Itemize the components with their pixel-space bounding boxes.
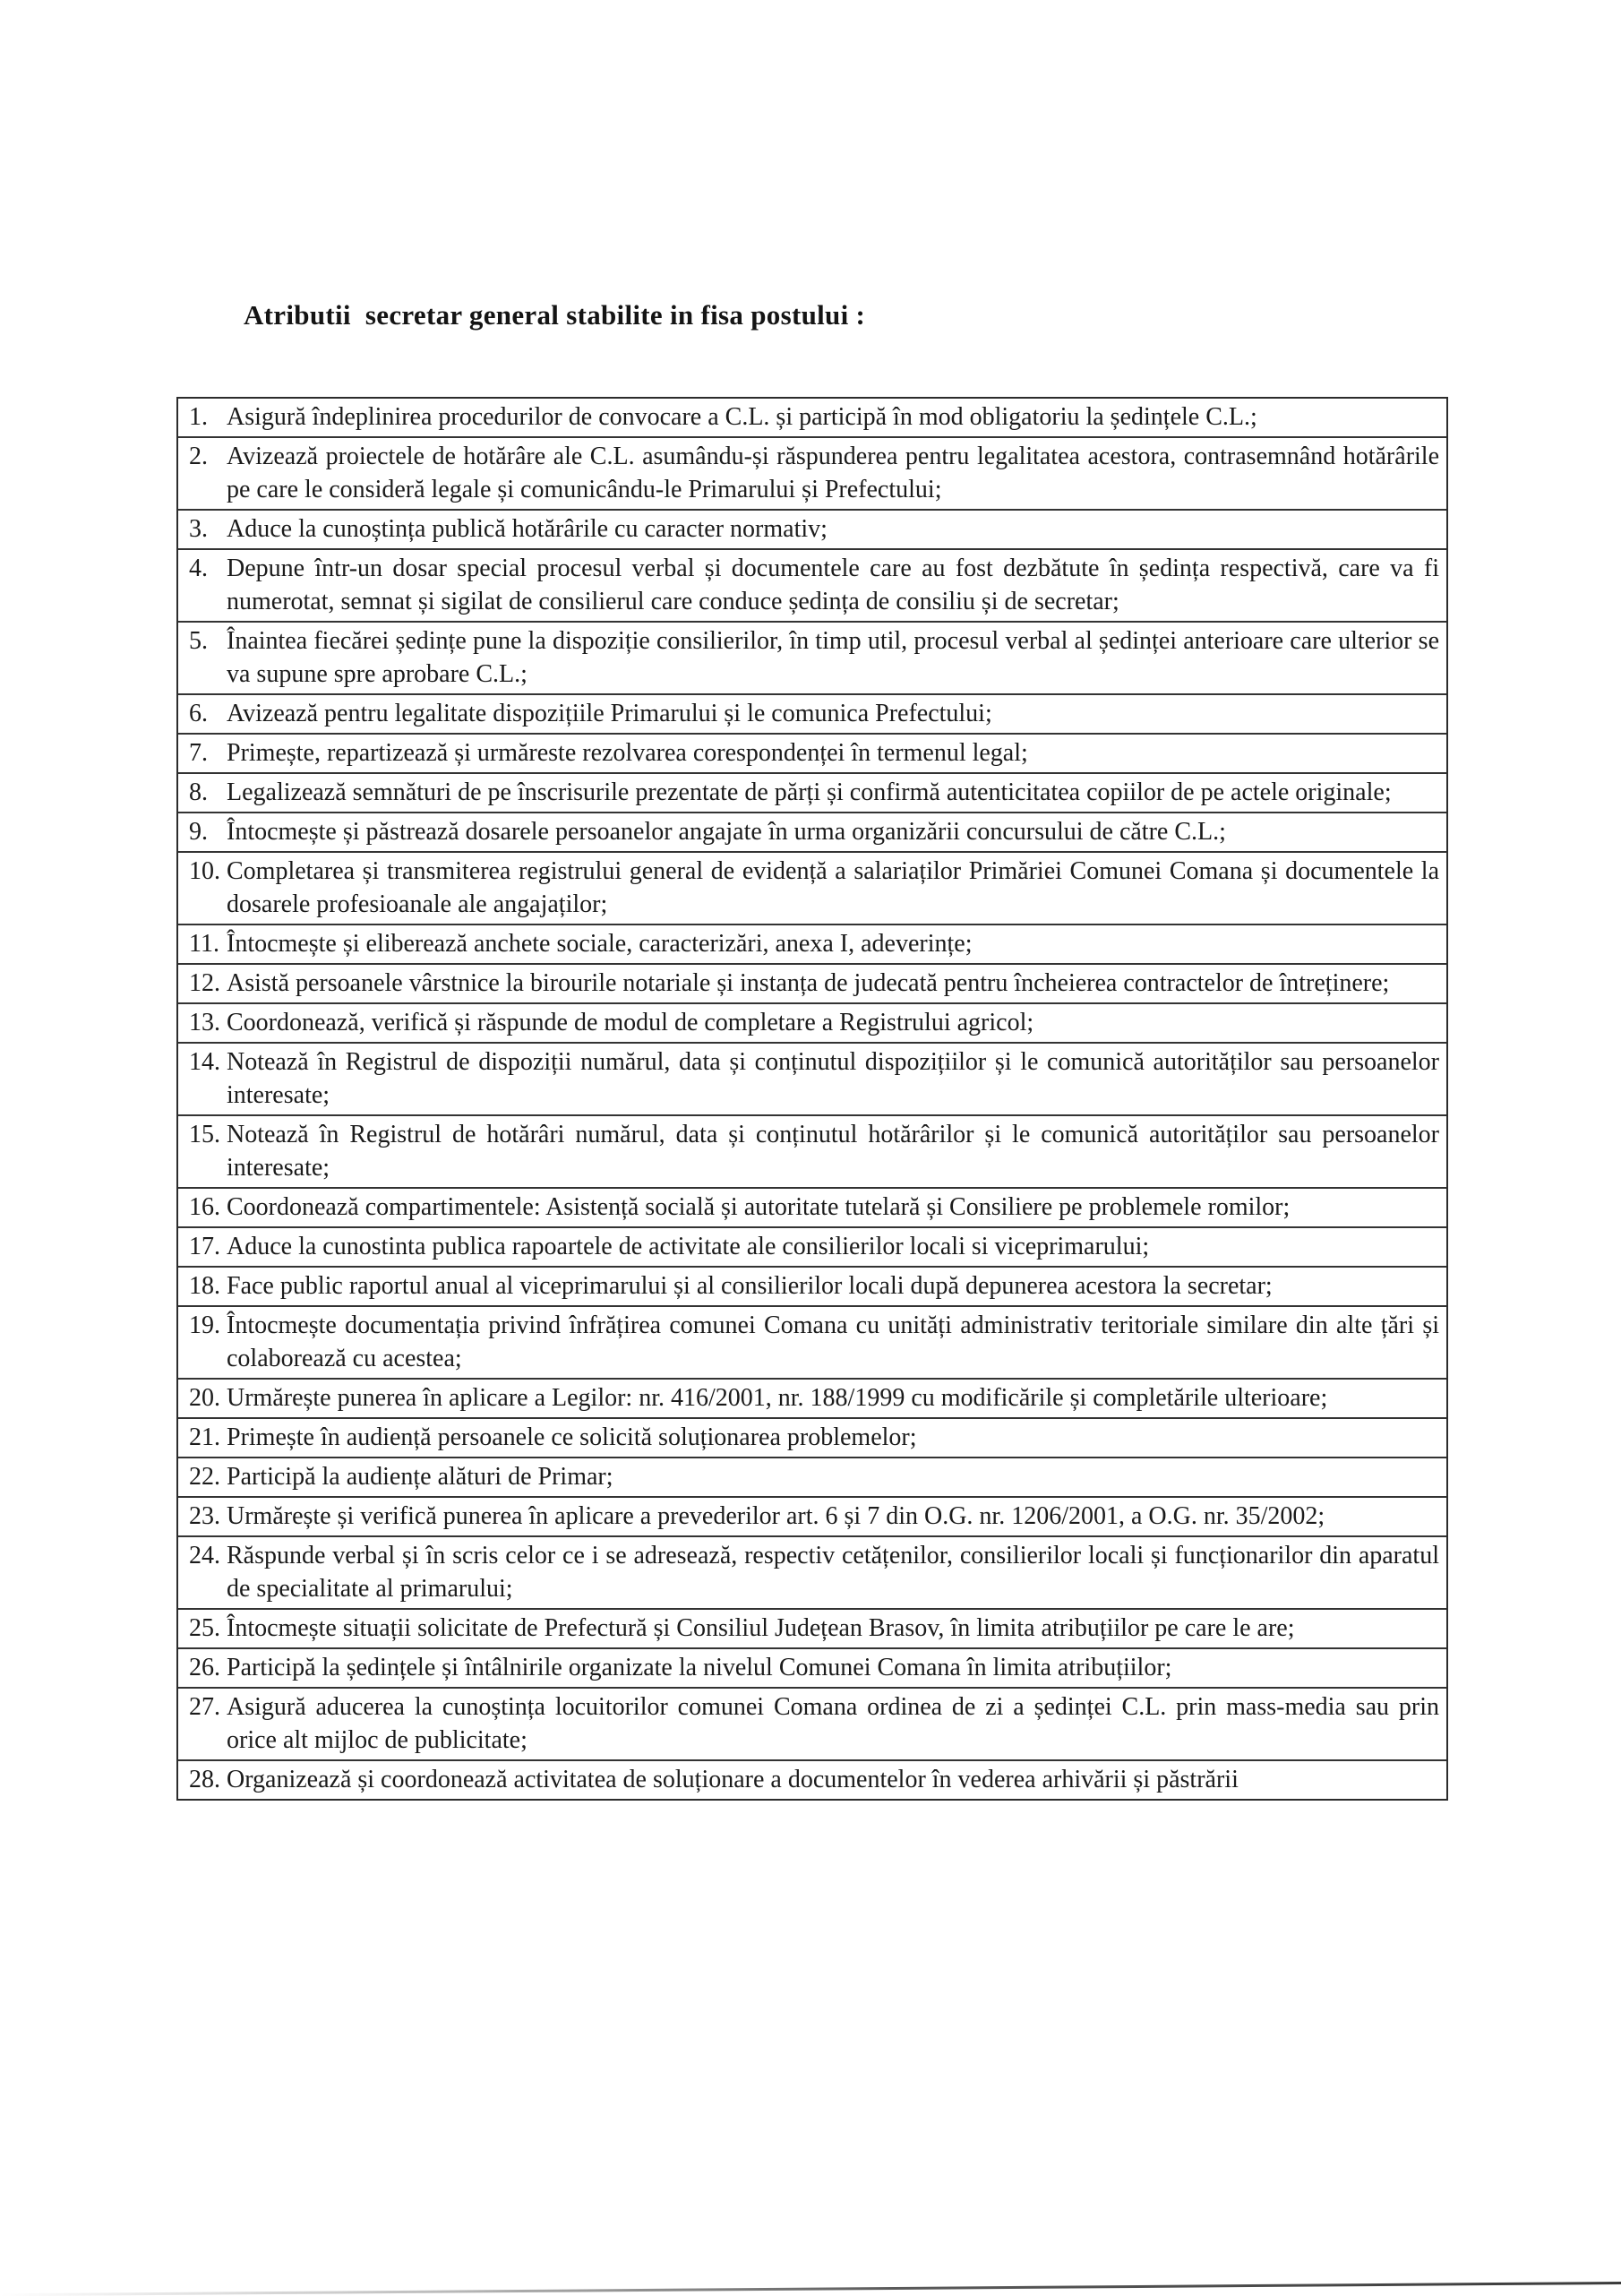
- item-text: Întocmește situații solicitate de Prefectură și Consiliul Județean Brasov, în limita atribuțiilor pe care le are;: [227, 1614, 1295, 1642]
- table-row: [178, 1419, 1446, 1458]
- item-text: Urmărește punerea în aplicare a Legilor: nr. 416/2001, nr. 188/1999 cu modificările și completările ulterioare;: [227, 1384, 1328, 1412]
- item-text: Avizează pentru legalitate dispozițiile Primarului și le comunica Prefectului;: [227, 700, 992, 727]
- item-text: Participă la audiențe alături de Primar;: [227, 1463, 613, 1491]
- table-row: [178, 1004, 1446, 1044]
- item-text: Face public raportul anual al viceprimarului și al consilierilor locali după depunerea acestora la secretar;: [227, 1272, 1273, 1300]
- item-text: Întocmește și păstrează dosarele persoanelor angajate în urma organizării concursului de către C.L.;: [227, 818, 1226, 846]
- table-row: [178, 1537, 1446, 1610]
- table-row: [178, 774, 1446, 813]
- item-number: 5.: [189, 627, 208, 655]
- scan-edge-line: [0, 2282, 1621, 2296]
- item-number: 17.: [189, 1233, 220, 1260]
- table-row: [178, 623, 1446, 695]
- item-number: 20.: [189, 1384, 220, 1412]
- table-row: [178, 550, 1446, 623]
- item-text: Notează în Registrul de hotărâri numărul, data și conținutul hotărârilor și le comunică autorităților sau persoanelor interesate;: [227, 1121, 1439, 1182]
- item-text: Aduce la cunostinta publica rapoartele de activitate ale consilierilor locali si viceprimarului;: [227, 1233, 1150, 1260]
- item-text: Înaintea fiecărei ședințe pune la dispoziție consilierilor, în timp util, procesul verbal al ședinței anterioare care ulterior se va supune spre aprobare C.L.;: [227, 627, 1439, 688]
- item-number: 15.: [189, 1121, 220, 1148]
- item-number: 2.: [189, 443, 208, 470]
- table-row: [178, 695, 1446, 735]
- table-row: [178, 1689, 1446, 1761]
- item-number: 16.: [189, 1193, 220, 1221]
- table-row: [178, 813, 1446, 853]
- item-text: Urmărește și verifică punerea în aplicare a prevederilor art. 6 și 7 din O.G. nr. 1206/2001, a O.G. nr. 35/2002;: [227, 1502, 1325, 1530]
- item-text: Asigură îndeplinirea procedurilor de convocare a C.L. și participă în mod obligatoriu la ședințele C.L.;: [227, 403, 1257, 431]
- item-number: 27.: [189, 1693, 220, 1721]
- item-text: Întocmește documentația privind înfrățirea comunei Comana cu unități administrativ teritoriale similare din alte țări și colaborează cu acestea;: [227, 1311, 1439, 1372]
- table-row: [178, 1228, 1446, 1268]
- item-number: 25.: [189, 1614, 220, 1642]
- table-row: [178, 925, 1446, 965]
- item-number: 22.: [189, 1463, 220, 1491]
- table-row: [178, 511, 1446, 550]
- table-row: [178, 965, 1446, 1004]
- item-number: 7.: [189, 739, 208, 767]
- item-text: Participă la ședințele și întâlnirile organizate la nivelul Comunei Comana în limita atribuțiilor;: [227, 1654, 1172, 1681]
- item-number: 19.: [189, 1311, 220, 1339]
- item-number: 26.: [189, 1654, 220, 1681]
- item-text: Coordonează, verifică și răspunde de modul de completare a Registrului agricol;: [227, 1009, 1034, 1036]
- item-text: Întocmește și eliberează anchete sociale, caracterizări, anexa I, adeverințe;: [227, 930, 973, 958]
- item-text: Primește în audiență persoanele ce solicită soluționarea problemelor;: [227, 1423, 917, 1451]
- item-text: Aduce la cunoștința publică hotărârile cu caracter normativ;: [227, 515, 828, 543]
- item-text: Notează în Registrul de dispoziții numărul, data și conținutul dispozițiilor și le comunică autorităților sau persoanelor interesate;: [227, 1048, 1439, 1109]
- table-row: [178, 1649, 1446, 1689]
- table-row: [178, 853, 1446, 925]
- item-text: Organizează și coordonează activitatea de soluționare a documentelor în vederea arhivării și păstrării: [227, 1766, 1239, 1793]
- item-number: 23.: [189, 1502, 220, 1530]
- table-row: [178, 1498, 1446, 1537]
- item-number: 4.: [189, 555, 208, 582]
- table-row: [178, 1044, 1446, 1116]
- item-text: Asigură aducerea la cunoștința locuitorilor comunei Comana ordinea de zi a ședinței C.L. prin mass-media sau prin orice alt mijloc de publicitate;: [227, 1693, 1439, 1754]
- item-text: Asistă persoanele vârstnice la birourile notariale și instanța de judecată pentru încheierea contractelor de întreținere;: [227, 969, 1390, 997]
- item-text: Coordonează compartimentele: Asistență socială și autoritate tutelară și Consiliere pe problemele romilor;: [227, 1193, 1291, 1221]
- item-text: Completarea și transmiterea registrului general de evidență a salariaților Primăriei Comunei Comana și documentele la dosarele profesioanale ale angajaților;: [227, 857, 1439, 918]
- item-number: 28.: [189, 1766, 220, 1793]
- table-row: [178, 1268, 1446, 1307]
- item-text: Răspunde verbal și în scris celor ce i se adresează, respectiv cetățenilor, consilierilor locali și funcționarilor din aparatul de specialitate al primarului;: [227, 1542, 1439, 1603]
- page-title: Atributii secretar general stabilite in fisa postului :: [244, 299, 866, 331]
- item-number: 1.: [189, 403, 208, 431]
- item-number: 24.: [189, 1542, 220, 1569]
- item-number: 3.: [189, 515, 208, 543]
- item-text: Legalizează semnături de pe înscrisurile prezentate de părți și confirmă autenticitatea copiilor de pe actele originale;: [227, 778, 1392, 806]
- item-text: Avizează proiectele de hotărâre ale C.L. asumându-și răspunderea pentru legalitatea acestora, contrasemnând hotărârile pe care le consideră legale și comunicându-le Primarului și Prefectului;: [227, 443, 1439, 503]
- item-number: 8.: [189, 778, 208, 806]
- item-text: Primește, repartizează și urmăreste rezolvarea corespondenței în termenul legal;: [227, 739, 1028, 767]
- item-number: 6.: [189, 700, 208, 727]
- item-number: 14.: [189, 1048, 220, 1076]
- item-number: 21.: [189, 1423, 220, 1451]
- table-row: [178, 1380, 1446, 1419]
- table-row: [178, 1116, 1446, 1189]
- item-number: 13.: [189, 1009, 220, 1036]
- item-text: Depune într-un dosar special procesul verbal și documentele care au fost dezbătute în ședința respectivă, care va fi numerotat, semnat și sigilat de consilierul care conduce ședința de consiliu și de secretar;: [227, 555, 1439, 615]
- attributions-table: [176, 397, 1448, 1801]
- table-row: [178, 1307, 1446, 1380]
- table-row: [178, 1761, 1446, 1799]
- table-row: [178, 1189, 1446, 1228]
- table-row: [178, 438, 1446, 511]
- item-number: 11.: [189, 930, 219, 958]
- item-number: 12.: [189, 969, 220, 997]
- item-number: 9.: [189, 818, 208, 846]
- table-row: [178, 735, 1446, 774]
- table-row: [178, 399, 1446, 438]
- item-number: 10.: [189, 857, 220, 885]
- table-row: [178, 1458, 1446, 1498]
- item-number: 18.: [189, 1272, 220, 1300]
- table-row: [178, 1610, 1446, 1649]
